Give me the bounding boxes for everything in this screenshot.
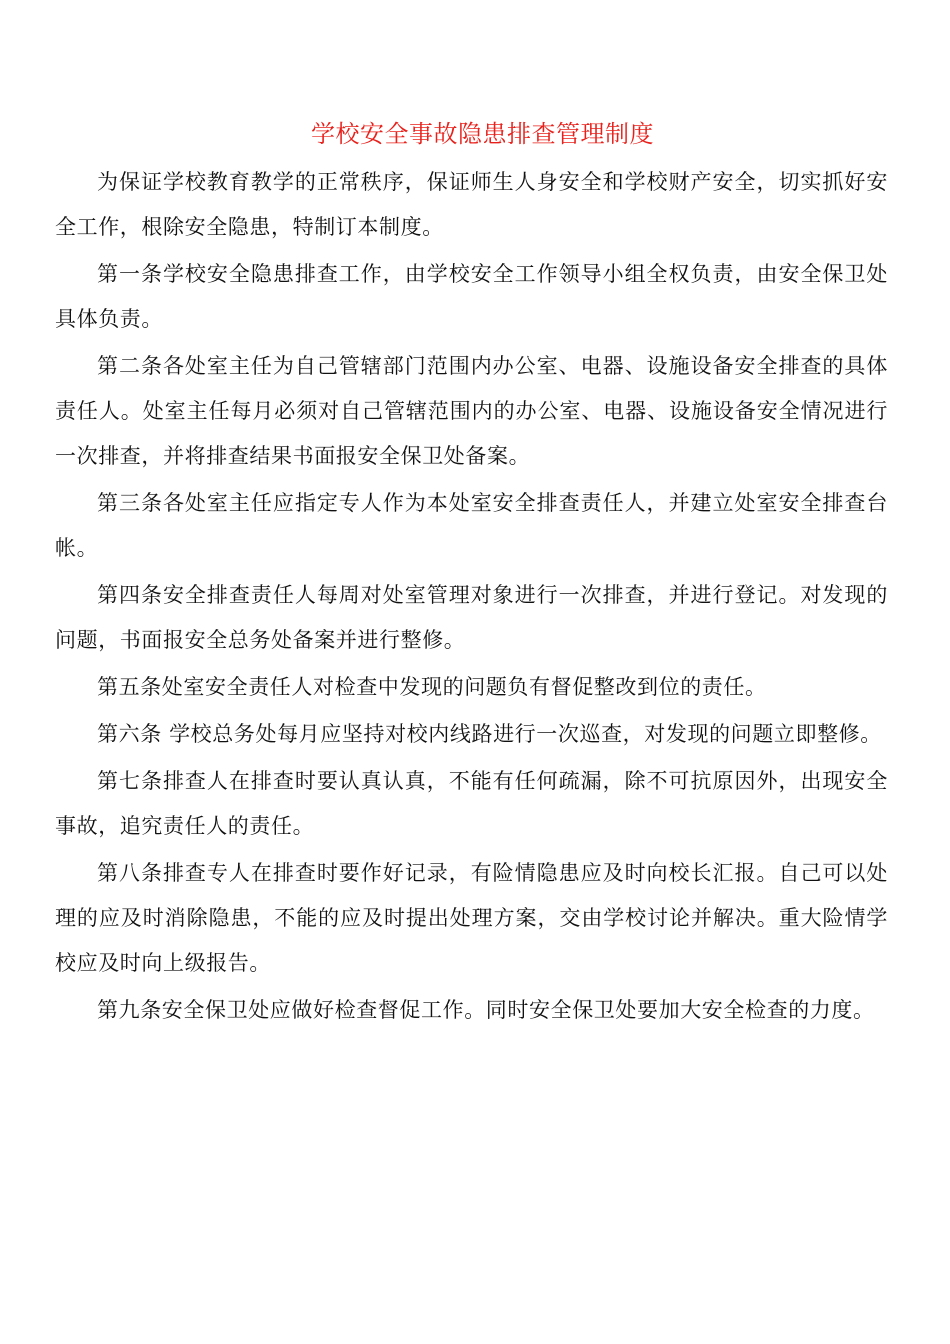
article-8-paragraph: 第八条排查专人在排查时要作好记录，有险情隐患应及时向校长汇报。自己可以处理的应及时消除隐患，不能的应及时提出处理方案，交由学校讨论并解决。重大险情学校应及时向上级报告。	[55, 861, 888, 975]
intro-paragraph: 为保证学校教育教学的正常秩序，保证师生人身安全和学校财产安全，切实抓好安全工作，根除安全隐患，特制订本制度。	[55, 170, 888, 239]
article-5-paragraph: 第五条处室安全责任人对检查中发现的问题负有督促整改到位的责任。	[97, 675, 767, 699]
article-4-paragraph: 第四条安全排查责任人每周对处室管理对象进行一次排查，并进行登记。对发现的问题，书面报安全总务处备案并进行整修。	[55, 583, 888, 652]
article-1-paragraph: 第一条学校安全隐患排查工作，由学校安全工作领导小组全权负责，由安全保卫处具体负责。	[55, 262, 888, 331]
article-2-paragraph: 第二条各处室主任为自己管辖部门范围内办公室、电器、设施设备安全排查的具体责任人。处室主任每月必须对自己管辖范围内的办公室、电器、设施设备安全情况进行一次排查，并将排查结果书面报安全保卫处备案。	[55, 354, 888, 468]
article-9-paragraph: 第九条安全保卫处应做好检查督促工作。同时安全保卫处要加大安全检查的力度。	[97, 998, 875, 1022]
document-title: 学校安全事故隐患排查管理制度	[311, 120, 654, 148]
article-6-paragraph: 第六条 学校总务处每月应坚持对校内线路进行一次巡查，对发现的问题立即整修。	[97, 722, 882, 746]
article-3-paragraph: 第三条各处室主任应指定专人作为本处室安全排查责任人，并建立处室安全排查台帐。	[55, 491, 888, 560]
article-7-paragraph: 第七条排查人在排查时要认真认真，不能有任何疏漏，除不可抗原因外，出现安全事故，追究责任人的责任。	[55, 769, 888, 838]
